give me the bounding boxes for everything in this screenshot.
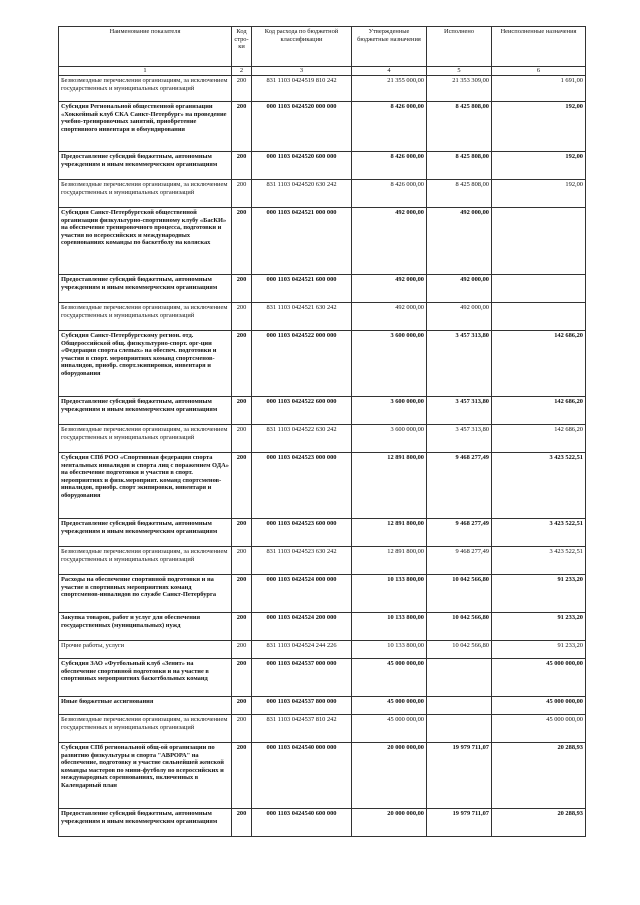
column-number: 5 (427, 67, 492, 76)
row-name-cell: Расходы на обеспечение спортивной подготовки и на участие в спортивных мероприятиях команд спортсменов-инвалидов по службе Санкт-Петербурга (59, 575, 232, 613)
row-executed-cell: 3 457 313,80 (427, 425, 492, 453)
row-class-code-cell: 831 1103 0424537 810 242 (252, 715, 352, 743)
table-row (59, 575, 586, 613)
row-approved-cell: 492 000,00 (352, 208, 427, 275)
row-name-cell: Безвозмездные перечисления организациям, за исключением государственных и муниципальных организаций (59, 76, 232, 102)
row-remaining-cell: 3 423 522,51 (492, 547, 586, 575)
column-number: 2 (232, 67, 252, 76)
column-number: 6 (492, 67, 586, 76)
row-name-cell: Предоставление субсидий бюджетным, автономным учреждениям и иным некоммерческим организациям (59, 809, 232, 837)
row-class-code-cell: 831 1103 0424519 810 242 (252, 76, 352, 102)
row-executed-cell: 21 353 309,00 (427, 76, 492, 102)
row-remaining-cell: 142 686,20 (492, 397, 586, 425)
row-line-code-cell: 200 (232, 180, 252, 208)
row-executed-cell: 9 468 277,49 (427, 453, 492, 519)
row-class-code-cell: 000 1103 0424537 800 000 (252, 697, 352, 715)
row-line-code-cell: 200 (232, 102, 252, 152)
row-name-cell: Безвозмездные перечисления организациям, за исключением государственных и муниципальных организаций (59, 180, 232, 208)
row-class-code-cell: 000 1103 0424523 000 000 (252, 453, 352, 519)
budget-report-table (58, 26, 586, 837)
row-executed-cell: 492 000,00 (427, 208, 492, 275)
table-row (59, 180, 586, 208)
row-class-code-cell: 000 1103 0424540 000 000 (252, 743, 352, 809)
row-class-code-cell: 000 1103 0424520 000 000 (252, 102, 352, 152)
row-remaining-cell: 91 233,20 (492, 613, 586, 641)
row-approved-cell: 20 000 000,00 (352, 743, 427, 809)
row-remaining-cell: 192,00 (492, 180, 586, 208)
table-row (59, 547, 586, 575)
row-approved-cell: 10 133 800,00 (352, 575, 427, 613)
row-approved-cell: 45 000 000,00 (352, 659, 427, 697)
table-row (59, 743, 586, 809)
table-row (59, 613, 586, 641)
row-executed-cell: 9 468 277,49 (427, 547, 492, 575)
row-name-cell: Субсидия ЗАО «Футбольный клуб «Зенит» на обеспечение спортивной подготовки и на участие в спортивных мероприятиях баскетбольных команд (59, 659, 232, 697)
row-name-cell: Безвозмездные перечисления организациям, за исключением государственных и муниципальных организаций (59, 303, 232, 331)
row-executed-cell (427, 715, 492, 743)
row-class-code-cell: 831 1103 0424523 630 242 (252, 547, 352, 575)
row-line-code-cell: 200 (232, 275, 252, 303)
row-class-code-cell: 000 1103 0424522 600 000 (252, 397, 352, 425)
row-approved-cell: 21 355 000,00 (352, 76, 427, 102)
row-approved-cell: 10 133 800,00 (352, 641, 427, 659)
row-remaining-cell: 45 000 000,00 (492, 697, 586, 715)
row-executed-cell: 19 979 711,07 (427, 743, 492, 809)
row-remaining-cell: 192,00 (492, 102, 586, 152)
table-row (59, 641, 586, 659)
row-executed-cell: 8 425 808,00 (427, 152, 492, 180)
row-approved-cell: 8 426 000,00 (352, 180, 427, 208)
row-executed-cell: 9 468 277,49 (427, 519, 492, 547)
row-approved-cell: 492 000,00 (352, 275, 427, 303)
header-executed: Исполнено (427, 27, 492, 67)
row-line-code-cell: 200 (232, 425, 252, 453)
row-class-code-cell: 000 1103 0424522 000 000 (252, 331, 352, 397)
row-remaining-cell: 142 686,20 (492, 425, 586, 453)
header-class-code: Код расхода по бюджетной классификации (252, 27, 352, 67)
table-row (59, 809, 586, 837)
row-approved-cell: 45 000 000,00 (352, 697, 427, 715)
row-approved-cell: 12 891 800,00 (352, 519, 427, 547)
row-approved-cell: 492 000,00 (352, 303, 427, 331)
row-name-cell: Субсидия Санкт-Петербургскому регион. отд. Общероссийской общ. физкультурно-спорт. орг-ции «Федерация спорта слепых» на обеспеч. подготовки и участия в спорт. мероприятиях команд спортсменов-инвалидов, приобр. спорт.экипировки, инвентаря и оборудования (59, 331, 232, 397)
row-approved-cell: 45 000 000,00 (352, 715, 427, 743)
row-name-cell: Безвозмездные перечисления организациям, за исключением государственных и муниципальных организаций (59, 547, 232, 575)
table-row (59, 331, 586, 397)
row-class-code-cell: 000 1103 0424520 600 000 (252, 152, 352, 180)
row-line-code-cell: 200 (232, 519, 252, 547)
table-row (59, 697, 586, 715)
row-approved-cell: 3 600 000,00 (352, 425, 427, 453)
row-line-code-cell: 200 (232, 152, 252, 180)
row-executed-cell: 492 000,00 (427, 303, 492, 331)
table-row (59, 303, 586, 331)
column-number: 1 (59, 67, 232, 76)
row-class-code-cell: 000 1103 0424523 600 000 (252, 519, 352, 547)
row-remaining-cell: 3 423 522,51 (492, 519, 586, 547)
row-executed-cell (427, 659, 492, 697)
column-number: 4 (352, 67, 427, 76)
row-name-cell: Безвозмездные перечисления организациям, за исключением государственных и муниципальных организаций (59, 715, 232, 743)
table-row (59, 275, 586, 303)
row-class-code-cell: 000 1103 0424521 000 000 (252, 208, 352, 275)
row-line-code-cell: 200 (232, 613, 252, 641)
row-approved-cell: 12 891 800,00 (352, 547, 427, 575)
header-line-code: Код стро- ки (232, 27, 252, 67)
row-executed-cell: 3 457 313,80 (427, 331, 492, 397)
table-row (59, 397, 586, 425)
header-remaining: Неисполненные назначения (492, 27, 586, 67)
row-name-cell: Предоставление субсидий бюджетным, автономным учреждениям и иным некоммерческим организациям (59, 275, 232, 303)
row-remaining-cell (492, 275, 586, 303)
table-row (59, 425, 586, 453)
row-line-code-cell: 200 (232, 575, 252, 613)
row-class-code-cell: 831 1103 0424521 630 242 (252, 303, 352, 331)
row-class-code-cell: 000 1103 0424540 600 000 (252, 809, 352, 837)
row-class-code-cell: 831 1103 0424522 630 242 (252, 425, 352, 453)
table-row (59, 208, 586, 275)
table-row (59, 659, 586, 697)
row-approved-cell: 8 426 000,00 (352, 152, 427, 180)
row-approved-cell: 12 891 800,00 (352, 453, 427, 519)
row-name-cell: Закупка товаров, работ и услуг для обеспечения государственных (муниципальных) нужд (59, 613, 232, 641)
table-row (59, 453, 586, 519)
row-line-code-cell: 200 (232, 303, 252, 331)
row-line-code-cell: 200 (232, 547, 252, 575)
header-name: Наименование показателя (59, 27, 232, 67)
row-approved-cell: 10 133 800,00 (352, 613, 427, 641)
row-remaining-cell: 45 000 000,00 (492, 715, 586, 743)
row-executed-cell: 8 425 808,00 (427, 102, 492, 152)
row-line-code-cell: 200 (232, 659, 252, 697)
row-remaining-cell (492, 208, 586, 275)
row-executed-cell (427, 697, 492, 715)
row-remaining-cell: 20 288,93 (492, 809, 586, 837)
row-name-cell: Безвозмездные перечисления организациям, за исключением государственных и муниципальных организаций (59, 425, 232, 453)
row-line-code-cell: 200 (232, 715, 252, 743)
row-class-code-cell: 000 1103 0424521 600 000 (252, 275, 352, 303)
header-approved: Утвержденные бюджетные назначения (352, 27, 427, 67)
row-executed-cell: 10 042 566,80 (427, 641, 492, 659)
table-row (59, 76, 586, 102)
row-name-cell: Предоставление субсидий бюджетным, автономным учреждениям и иным некоммерческим организациям (59, 152, 232, 180)
column-numbers-row (59, 67, 586, 76)
row-line-code-cell: 200 (232, 331, 252, 397)
row-executed-cell: 10 042 566,80 (427, 613, 492, 641)
row-remaining-cell: 1 691,00 (492, 76, 586, 102)
row-approved-cell: 8 426 000,00 (352, 102, 427, 152)
row-remaining-cell: 91 233,20 (492, 575, 586, 613)
row-approved-cell: 3 600 000,00 (352, 397, 427, 425)
row-class-code-cell: 000 1103 0424524 000 000 (252, 575, 352, 613)
row-remaining-cell: 192,00 (492, 152, 586, 180)
table-row (59, 152, 586, 180)
table-row (59, 715, 586, 743)
row-class-code-cell: 831 1103 0424524 244 226 (252, 641, 352, 659)
row-class-code-cell: 000 1103 0424537 000 000 (252, 659, 352, 697)
row-approved-cell: 20 000 000,00 (352, 809, 427, 837)
row-remaining-cell: 142 686,20 (492, 331, 586, 397)
table-body (59, 76, 586, 837)
row-remaining-cell (492, 303, 586, 331)
row-name-cell: Предоставление субсидий бюджетным, автономным учреждениям и иным некоммерческим организациям (59, 519, 232, 547)
row-approved-cell: 3 600 000,00 (352, 331, 427, 397)
row-remaining-cell: 91 233,20 (492, 641, 586, 659)
row-line-code-cell: 200 (232, 453, 252, 519)
row-remaining-cell: 20 288,93 (492, 743, 586, 809)
row-line-code-cell: 200 (232, 76, 252, 102)
row-name-cell: Субсидия СПб РОО «Спортивная федерация спорта ментальных инвалидов и спорта лиц с поражением ОДА» на обеспечение подготовки и участия в спорт. мероприятиях и физк.мероприят. команд спортсменов-инвалидов, приобр. спорт экипировки, инвентаря и оборудования (59, 453, 232, 519)
row-class-code-cell: 831 1103 0424520 630 242 (252, 180, 352, 208)
row-line-code-cell: 200 (232, 397, 252, 425)
row-remaining-cell: 3 423 522,51 (492, 453, 586, 519)
row-executed-cell: 492 000,00 (427, 275, 492, 303)
row-line-code-cell: 200 (232, 208, 252, 275)
row-remaining-cell: 45 000 000,00 (492, 659, 586, 697)
row-line-code-cell: 200 (232, 697, 252, 715)
row-name-cell: Субсидия Региональной общественной организации «Хоккейный клуб СКА Санкт-Петербург» на проведение учебно-тренировочных занятий, приобретение спортивного инвентаря и обмундирования (59, 102, 232, 152)
row-name-cell: Субсидия СПб региональной общ-ой организации по развитию физкультуры и спорта "АВРОРА" на обеспечение, подготовку и участие сильнейшей женской команды мастеров по мини-футболу во всероссийских и международных соревнованиях, включенных в Календарный план (59, 743, 232, 809)
row-line-code-cell: 200 (232, 809, 252, 837)
table-header (59, 27, 586, 76)
row-executed-cell: 3 457 313,80 (427, 397, 492, 425)
row-class-code-cell: 000 1103 0424524 200 000 (252, 613, 352, 641)
row-name-cell: Иные бюджетные ассигнования (59, 697, 232, 715)
row-name-cell: Предоставление субсидий бюджетным, автономным учреждениям и иным некоммерческим организациям (59, 397, 232, 425)
row-name-cell: Прочие работы, услуги (59, 641, 232, 659)
row-executed-cell: 8 425 808,00 (427, 180, 492, 208)
row-executed-cell: 10 042 566,80 (427, 575, 492, 613)
row-line-code-cell: 200 (232, 641, 252, 659)
column-number: 3 (252, 67, 352, 76)
table-row (59, 102, 586, 152)
table-row (59, 519, 586, 547)
row-name-cell: Субсидия Санкт-Петербургской общественной организации физкультурно-спортивному клубу «БасКИ» на обеспечение тренировочного процесса, подготовки и участия во всероссийских и международных соревнованиях команды по баскетболу на колясках (59, 208, 232, 275)
row-executed-cell: 19 979 711,07 (427, 809, 492, 837)
row-line-code-cell: 200 (232, 743, 252, 809)
